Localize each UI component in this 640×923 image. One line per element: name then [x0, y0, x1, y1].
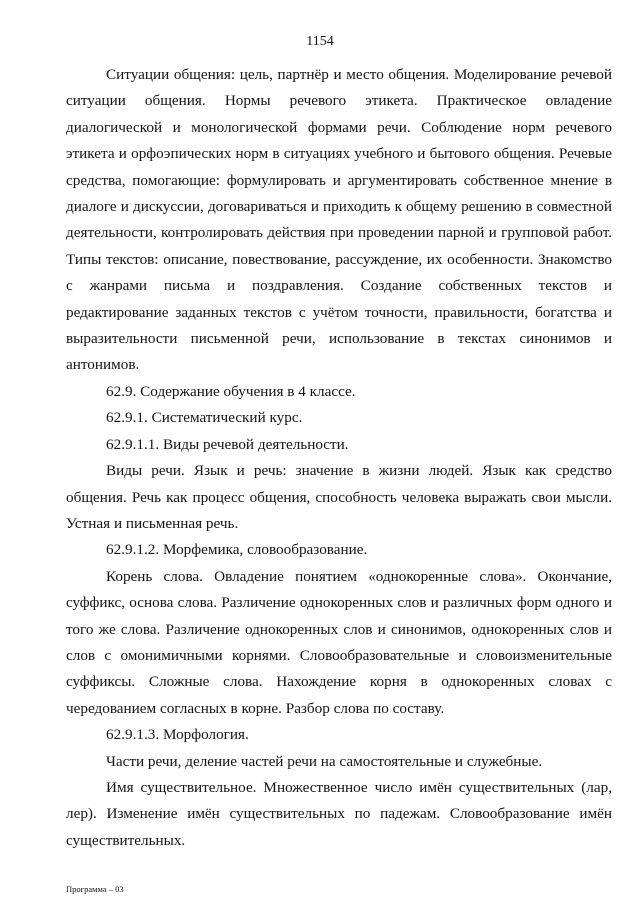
section-heading-systematic-course: 62.9.1. Систематический курс. — [106, 409, 303, 427]
section-heading-speech-activity: 62.9.1.1. Виды речевой деятельности. — [106, 435, 349, 453]
paragraph-word-root: Корень слова. Овладение понятием «однокоренные слова». Окончание, суффикс, основа слова. Различение однокоренных слов и различных форм одного и того же слова. Различение однокоренных слов и синонимов, однокоренных слов и слов с омонимичными корнями. Словообразовательные и словоизменительные суффиксы. Сложные слова. Нахождение корня в однокоренных словах с чередованием согласных в корне. Разбор слова по составу. — [66, 567, 612, 717]
page-number: 1154 — [306, 34, 334, 49]
section-heading-morphemics: 62.9.1.2. Морфемика, словообразование. — [106, 541, 368, 559]
section-heading-grade-4-content: 62.9. Содержание обучения в 4 классе. — [106, 382, 356, 400]
section-heading-morphology: 62.9.1.3. Морфология. — [106, 726, 249, 744]
paragraph-parts-of-speech: Части речи, деление частей речи на самостоятельные и служебные. — [106, 752, 543, 770]
paragraph-speech-situations: Ситуации общения: цель, партнёр и место общения. Моделирование речевой ситуации общения. Нормы речевого этикета. Практическое овладение диалогической и монологической формами речи. Соблюдение норм речевого этикета и орфоэпических норм в ситуациях учебного и бытового общения. Речевые средства, помогающие: формулировать и аргументировать собственное мнение в диалоге и дискуссии, договариваться и приходить к общему решению в совместной деятельности, контролировать действия при проведении парной и групповой работ. Типы текстов: описание, повествование, рассуждение, их особенности. Знакомство с жанрами письма и поздравления. Создание собственных текстов и редактирование заданных текстов с учётом точности, правильности, богатства и выразительности письменной речи, использование в текстах синонимов и антонимов. — [66, 66, 612, 374]
page-body — [66, 62, 612, 854]
page-footer: Программа – 03 — [66, 884, 124, 894]
paragraph-types-of-speech: Виды речи. Язык и речь: значение в жизни людей. Язык как средство общения. Речь как процесс общения, способность человека выражать свои мысли. Устная и письменная речь. — [66, 462, 612, 532]
paragraph-noun: Имя существительное. Множественное число имён существительных (лар, лер). Изменение имён существительных по падежам. Словообразование имён существительных. — [66, 778, 612, 849]
